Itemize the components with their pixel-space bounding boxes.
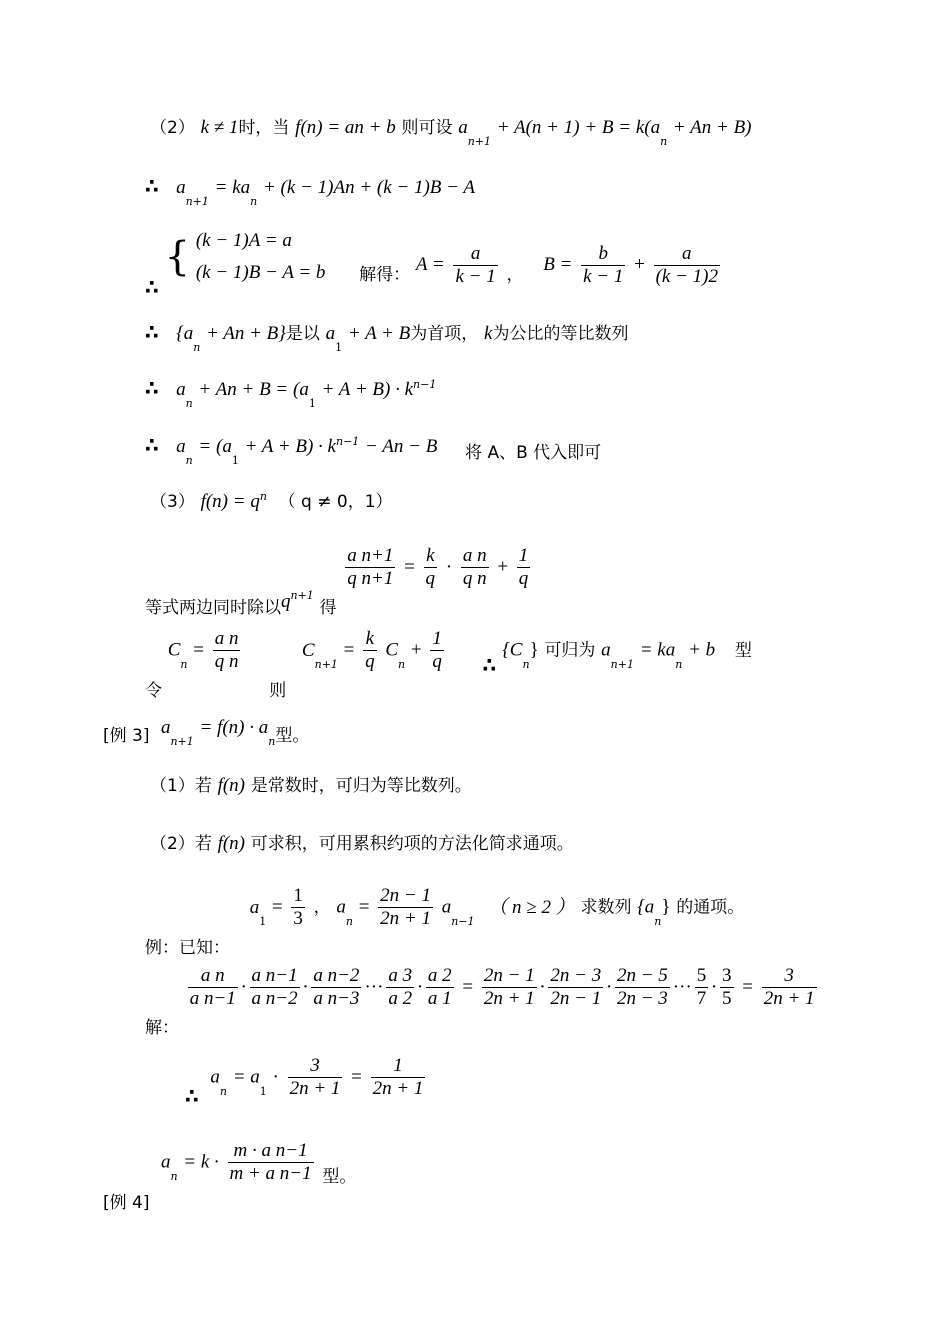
denominator: 5: [722, 988, 732, 1009]
system-eq1: (k − 1)A = a: [195, 230, 292, 251]
subscript: n: [170, 1169, 178, 1183]
numerator: a 2: [427, 965, 452, 986]
note: 将 A、B 代入即可: [465, 443, 602, 463]
dot: ·: [445, 556, 453, 578]
text: 解：: [145, 1017, 179, 1038]
subscript: 1: [259, 914, 267, 928]
therefore-symbol: ∴: [145, 275, 159, 299]
numerator: k: [363, 628, 377, 651]
subscript: n: [250, 195, 258, 208]
subscript: 1: [231, 454, 239, 467]
text: 得: [319, 597, 337, 618]
equation: + b: [688, 639, 716, 661]
first-term: + A + B: [347, 323, 411, 344]
text: 例：已知：: [145, 937, 230, 958]
text: 的通项。: [676, 897, 745, 918]
text: 为公比的等比数列: [492, 324, 629, 344]
denominator: (k − 1)2: [655, 265, 718, 287]
equation: = ka: [214, 177, 251, 198]
equation: + An + B): [672, 117, 752, 138]
denominator: 2n + 1: [372, 1078, 424, 1099]
brace: }: [529, 639, 539, 661]
seq-a: a: [176, 436, 186, 457]
fraction-B1: [581, 243, 625, 288]
denominator: 3: [293, 908, 303, 929]
fraction-a2: [426, 965, 454, 1010]
line-system: [145, 225, 723, 299]
fraction-c: [213, 628, 241, 673]
numerator: a n: [188, 965, 238, 988]
ellipsis: ···: [672, 976, 692, 998]
fraction-an1: [250, 965, 300, 1010]
seq-a: a: [325, 323, 336, 344]
denominator: k − 1: [583, 265, 624, 287]
fraction-r5: [720, 965, 734, 1010]
therefore-symbol: ∴: [145, 376, 159, 400]
fraction-r1: [482, 965, 537, 1010]
equation: B =: [543, 254, 573, 275]
numerator: 5: [696, 965, 707, 986]
subscript: 1: [335, 341, 343, 354]
numerator: 1: [518, 545, 529, 566]
denominator: 2n + 1: [483, 988, 535, 1009]
denominator: a 1: [427, 988, 452, 1009]
fraction-r3: [615, 965, 670, 1010]
text: 则: [269, 680, 287, 701]
therefore-symbol: ∴: [145, 433, 159, 457]
equals: =: [271, 896, 283, 918]
equals: =: [193, 639, 204, 661]
denominator: a n−3: [313, 988, 360, 1009]
function-def: f(n) = q: [200, 491, 260, 512]
numerator: 3: [762, 965, 817, 988]
example-label: [例 4]: [103, 1192, 150, 1213]
numerator: a n: [462, 545, 487, 566]
subscript: n: [185, 397, 193, 410]
subscript: n: [654, 914, 662, 928]
case-constant: [150, 776, 472, 795]
subscript: n+1: [610, 657, 634, 671]
numerator: 1: [371, 1055, 426, 1078]
text: 型: [734, 640, 752, 661]
equation: = k ·: [183, 1151, 219, 1173]
text: 求数列: [580, 897, 632, 918]
fraction-k: [424, 545, 438, 590]
function-def: f(n) = an + b: [295, 117, 396, 138]
equation: = f(n) · a: [199, 717, 269, 738]
sequence: + An + B}: [206, 323, 286, 344]
fraction-lhs: [345, 545, 395, 590]
brace: }: [661, 896, 671, 918]
C: C: [301, 639, 315, 661]
line-general-term: [145, 376, 437, 410]
subscript: n−1: [451, 914, 475, 928]
equation: + A + B) · k: [244, 436, 336, 457]
fraction-one: [517, 545, 531, 590]
equation: = (a: [198, 436, 232, 457]
fraction-an2: [311, 965, 361, 1010]
equation: = ka: [639, 639, 676, 661]
therefore-symbol: ∴: [145, 320, 159, 344]
line-geometric: ∴ $\{a_n + An + B\}$是以 $a_1 + A + B$为首项， k为公比的等比数列: [145, 320, 629, 354]
function: f(n): [217, 833, 245, 854]
dot: ·: [272, 1066, 279, 1088]
line-case3: [150, 492, 393, 511]
fraction-result: [762, 965, 817, 1010]
condition: （ n ≥ 2 ）: [488, 896, 575, 918]
denominator: a n−2: [251, 988, 298, 1009]
fraction-a: [461, 545, 489, 590]
exponent: n+1: [290, 588, 314, 602]
exponent: n−1: [336, 435, 360, 448]
subscript: n: [219, 1084, 227, 1098]
text: ，: [313, 897, 331, 918]
text: 是以: [285, 324, 320, 344]
denominator: 2n − 3: [616, 988, 668, 1009]
seq-a: a: [210, 1066, 220, 1088]
text: 令: [145, 680, 162, 701]
seq-a: a: [176, 379, 186, 400]
seq-a: a: [176, 177, 186, 198]
equation: + A(n + 1) + B = k(a: [496, 117, 661, 138]
text: 解得：: [359, 265, 411, 285]
numerator: a n−2: [313, 965, 360, 986]
fraction-r2: [548, 965, 603, 1010]
function: f(n): [217, 775, 245, 796]
q: q: [281, 590, 291, 612]
denominator: 2n + 1: [289, 1078, 341, 1099]
subscript: n: [522, 657, 530, 671]
fraction-example4: [228, 1140, 314, 1185]
denominator: a 2: [388, 988, 413, 1009]
numerator: 2n − 1: [380, 885, 431, 906]
brace-icon: {: [164, 234, 191, 280]
C: C: [385, 639, 399, 661]
fraction-an: [188, 965, 238, 1010]
equals: =: [343, 639, 355, 661]
example-given: [145, 885, 745, 958]
numerator: a n: [214, 628, 239, 649]
subscript: n: [185, 454, 193, 467]
plus: +: [497, 556, 509, 578]
C: C: [167, 639, 181, 661]
denominator: 2n + 1: [763, 988, 815, 1009]
numerator: 3: [288, 1055, 343, 1078]
numerator: 2n − 5: [616, 965, 668, 986]
item-label: （3）: [150, 492, 195, 512]
denominator: q: [425, 568, 436, 589]
equation: − An − B: [365, 436, 438, 457]
text: （2）若: [150, 834, 212, 854]
seq-a: a: [601, 639, 611, 661]
therefore-symbol: ∴: [482, 652, 497, 677]
numerator: 3: [722, 965, 732, 986]
subscript: n: [675, 657, 683, 671]
subscript: n: [180, 657, 188, 671]
subscript: n+1: [314, 657, 338, 671]
condition: （ q ≠ 0，1）: [278, 492, 393, 512]
equals: =: [351, 1066, 362, 1088]
example-3: [103, 717, 310, 748]
fraction-r4: [695, 965, 709, 1010]
solution-product: 解： $\frac{\text{a n}}{\text{a n−1}}$ · $\frac{\text{a n−1}}{\text{a n−2}}$ · $\frac{\text{a n−2}}{\text{a n−3}}$ ··· $\frac{a 3}{a 2}$ · $\frac{a 2}{a 1}$ = $\frac{2n - 1}{2n + 1}$ · $\frac{2n - 3}{2n - 1}$ · $\frac{2n - 5}{2n - 3}$ ··· $\frac{5}{7}$ · $\frac{3}{5}$ = $\frac{3}{2n + 1}$: [145, 965, 815, 1038]
condition: k ≠ 1: [200, 117, 239, 138]
numerator: b: [581, 243, 625, 266]
numerator: 1: [293, 885, 303, 906]
subscript: n: [268, 735, 276, 748]
text: 时，当: [238, 118, 290, 138]
sequence: {C: [502, 639, 523, 661]
text: ，: [506, 265, 524, 285]
denominator: q: [518, 568, 529, 589]
numerator: 1: [432, 628, 442, 649]
numerator: a: [654, 243, 720, 266]
denominator: q: [365, 651, 375, 672]
therefore-symbol: ∴: [185, 1083, 199, 1108]
equals: =: [358, 896, 370, 918]
denominator: 7: [696, 988, 707, 1009]
seq-a: a: [160, 1151, 171, 1173]
fraction-k: [363, 628, 377, 673]
example-4: [103, 1140, 357, 1213]
equation: + A + B) · k: [321, 379, 414, 400]
denominator: q n: [462, 568, 487, 589]
denominator: a n−1: [189, 988, 236, 1009]
subscript: n+1: [185, 195, 209, 208]
seq-a: a: [160, 717, 171, 738]
ratio: k: [484, 323, 493, 344]
text: 型。: [275, 726, 310, 746]
fraction-one: [430, 628, 444, 673]
text: 型。: [322, 1166, 357, 1187]
line-let-c: [145, 628, 752, 701]
system-eq2: (k − 1)B − A = b: [195, 262, 326, 283]
solution-final: [185, 1055, 428, 1108]
plus: +: [634, 254, 645, 275]
numerator: 2n − 3: [550, 965, 602, 986]
case-product: [150, 834, 574, 853]
subscript: n+1: [170, 735, 194, 748]
fraction-B2: [654, 243, 720, 288]
denominator: k − 1: [455, 265, 496, 287]
example-label: [例 3]: [103, 726, 150, 746]
text: 是常数时，可归为等比数列。: [250, 776, 472, 796]
line-divide: [145, 545, 533, 618]
text: 可归为: [544, 640, 596, 661]
denominator: 2n + 1: [380, 908, 431, 929]
exponent: n: [259, 490, 267, 503]
plus: +: [410, 639, 422, 661]
subscript: n: [660, 135, 668, 148]
denominator: q n: [214, 651, 239, 672]
subscript: 1: [308, 397, 316, 410]
seq-a: a: [249, 896, 260, 918]
fraction-a3: [386, 965, 414, 1010]
fraction-A: [453, 243, 497, 288]
subscript: n: [345, 914, 353, 928]
seq-a: a: [336, 896, 346, 918]
subscript: n: [398, 657, 406, 671]
text: （1）若: [150, 776, 212, 796]
fraction-3: [288, 1055, 343, 1100]
denominator: q: [432, 651, 442, 672]
equation-system: [165, 225, 326, 289]
numerator: a: [453, 243, 497, 266]
text: 等式两边同时除以: [145, 597, 281, 618]
sequence: {a: [637, 896, 655, 918]
seq-a: a: [441, 896, 452, 918]
subscript: n+1: [467, 135, 492, 148]
denominator: m + a n−1: [229, 1163, 312, 1184]
seq-a: a: [458, 117, 468, 138]
fraction-1: [371, 1055, 426, 1100]
line-an-solution: [145, 433, 602, 467]
fraction-ratio: [378, 885, 433, 930]
subscript: n: [193, 341, 201, 354]
equals: =: [462, 976, 474, 998]
text: 则可设: [401, 118, 453, 138]
seq-a: a: [183, 323, 194, 344]
denominator: q n+1: [347, 568, 394, 589]
equals: =: [404, 556, 415, 578]
numerator: k: [424, 545, 438, 568]
equation: + (k − 1)An + (k − 1)B − A: [262, 177, 475, 198]
numerator: a 3: [388, 965, 413, 986]
denominator: 2n − 1: [550, 988, 602, 1009]
line-recurrence: [145, 174, 475, 208]
therefore-symbol: ∴: [145, 174, 159, 198]
numerator: a n−1: [251, 965, 298, 986]
text: 为首项，: [410, 324, 479, 344]
ellipsis: ···: [364, 976, 384, 998]
exponent: n−1: [413, 378, 437, 391]
equation: + An + B = (a: [198, 379, 309, 400]
item-label: （2）: [150, 118, 195, 138]
equation: A =: [415, 254, 445, 275]
fraction-one-third: [291, 885, 305, 930]
numerator: a n+1: [347, 545, 394, 566]
equals: =: [742, 976, 753, 998]
equation: = a: [232, 1066, 260, 1088]
numerator: m · a n−1: [228, 1140, 314, 1163]
text: 可求积，可用累积约项的方法化简求通项。: [250, 834, 574, 854]
line-k-not-1: [150, 117, 752, 148]
subscript: 1: [259, 1084, 267, 1098]
numerator: 2n − 1: [483, 965, 535, 986]
